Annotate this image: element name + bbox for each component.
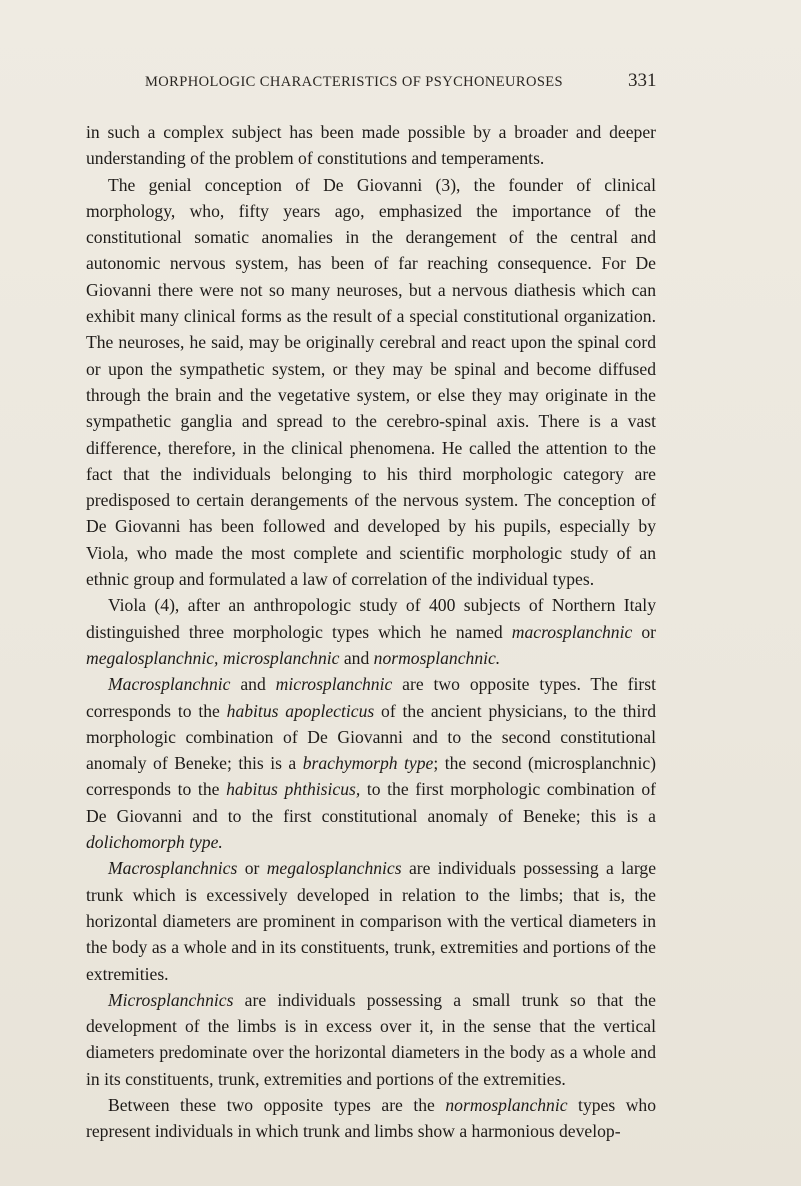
paragraph-opposite-types bbox=[86, 671, 656, 855]
paragraph-viola-types bbox=[86, 592, 656, 671]
italic-term: megalosplanchnics bbox=[266, 858, 402, 879]
italic-term: brachymorph type bbox=[302, 753, 434, 774]
paragraph-microsplanchnics bbox=[86, 987, 656, 1092]
italic-term: Microsplanchnics bbox=[108, 989, 234, 1010]
italic-term: normosplanchnic bbox=[445, 1094, 568, 1115]
paragraph-continued bbox=[86, 119, 656, 172]
italic-term: normosplanchnic. bbox=[373, 647, 501, 668]
text-segment: or bbox=[632, 621, 656, 642]
paragraph-de-giovanni bbox=[86, 172, 656, 593]
text-segment: are individuals possessing a large trunk which is excessively developed in relation to the limbs; that is, the horizontal diameters are prominent in comparison with the vertical diameters in the body as a whole and in its constituents, trunk, extremities and portions of the extremities. bbox=[86, 858, 657, 984]
page-number: 331 bbox=[628, 70, 657, 91]
italic-term: Macrosplanchnic bbox=[108, 674, 231, 695]
text-segment: Viola (4), after an anthropologic study of 400 subjects of Northern Italy distinguished three morphologic types which he named bbox=[86, 595, 656, 642]
text-segment: types who represent individuals in which trunk and limbs show a harmonious develop- bbox=[86, 1094, 656, 1142]
text-segment: in such a complex subject has been made possible by a broader and deeper understanding of the problem of constitutions and temperaments. bbox=[86, 122, 656, 169]
paragraph-normosplanchnic bbox=[86, 1092, 656, 1145]
italic-term: dolichomorph type. bbox=[86, 832, 223, 853]
text-segment: to the first morphologic combination of De Giovanni and to the first constitutional anomaly of Beneke; this is a bbox=[86, 779, 656, 826]
italic-term: habitus phthisicus, bbox=[226, 779, 361, 800]
text-segment: of the ancient physicians, to the third morphologic combination of De Giovanni and to the second constitutional anomaly of Beneke; this is a bbox=[86, 700, 656, 774]
italic-term: megalosplanchnic, microsplanchnic bbox=[86, 647, 340, 668]
italic-term: habitus apoplecticus bbox=[226, 700, 375, 721]
body-text bbox=[86, 119, 656, 1145]
running-title: MORPHOLOGIC CHARACTERISTICS OF PSYCHONEUROSES bbox=[145, 74, 564, 90]
paragraph-macrosplanchnics bbox=[86, 855, 656, 986]
italic-term: microsplanchnic bbox=[275, 674, 393, 695]
text-segment: are individuals possessing a small trunk so that the development of the limbs is in excess over it, in the sense that the vertical diameters predominate over the horizontal diameters in the body as a whole and in its constituents, trunk, extremities and portions of the extremities. bbox=[86, 989, 656, 1089]
text-segment: are two opposite types. The first corresponds to the bbox=[86, 674, 657, 721]
italic-term: Macrosplanchnics bbox=[108, 858, 238, 879]
text-segment: and bbox=[230, 674, 276, 695]
text-segment: The genial conception of De Giovanni (3), the founder of clinical morphology, who, fifty years ago, emphasized the importance of the constitutional somatic anomalies in the derangement of the central and autonomic nervous system, has been of far reaching consequence. For De Giovanni there were not so many neuroses, but a nervous diathesis which can exhibit many clinical forms as the result of a special constitutional organization. The neuroses, he said, may be originally cerebral and react upon the spinal cord or upon the sympathetic system, or they may be spinal and become diffused through the brain and the vegetative system, or else they may originate in the sympathetic ganglia and spread to the cerebro-spinal axis. There is a vast difference, therefore, in the clinical phenomena. He called the attention to the fact that the individuals belonging to his third morphologic category are predisposed to certain derangements of the nervous system. The conception of De Giovanni has been followed and developed by his pupils, especially by Viola, who made the most complete and scientific morphologic study of an ethnic group and formulated a law of correlation of the individual types. bbox=[86, 174, 656, 590]
text-segment: and bbox=[339, 647, 374, 668]
text-segment: or bbox=[237, 858, 267, 879]
text-segment: Between these two opposite types are the bbox=[108, 1094, 446, 1115]
italic-term: macrosplanchnic bbox=[511, 621, 633, 642]
text-segment: ; the second (microsplanchnic) corresponds to the bbox=[86, 753, 656, 800]
